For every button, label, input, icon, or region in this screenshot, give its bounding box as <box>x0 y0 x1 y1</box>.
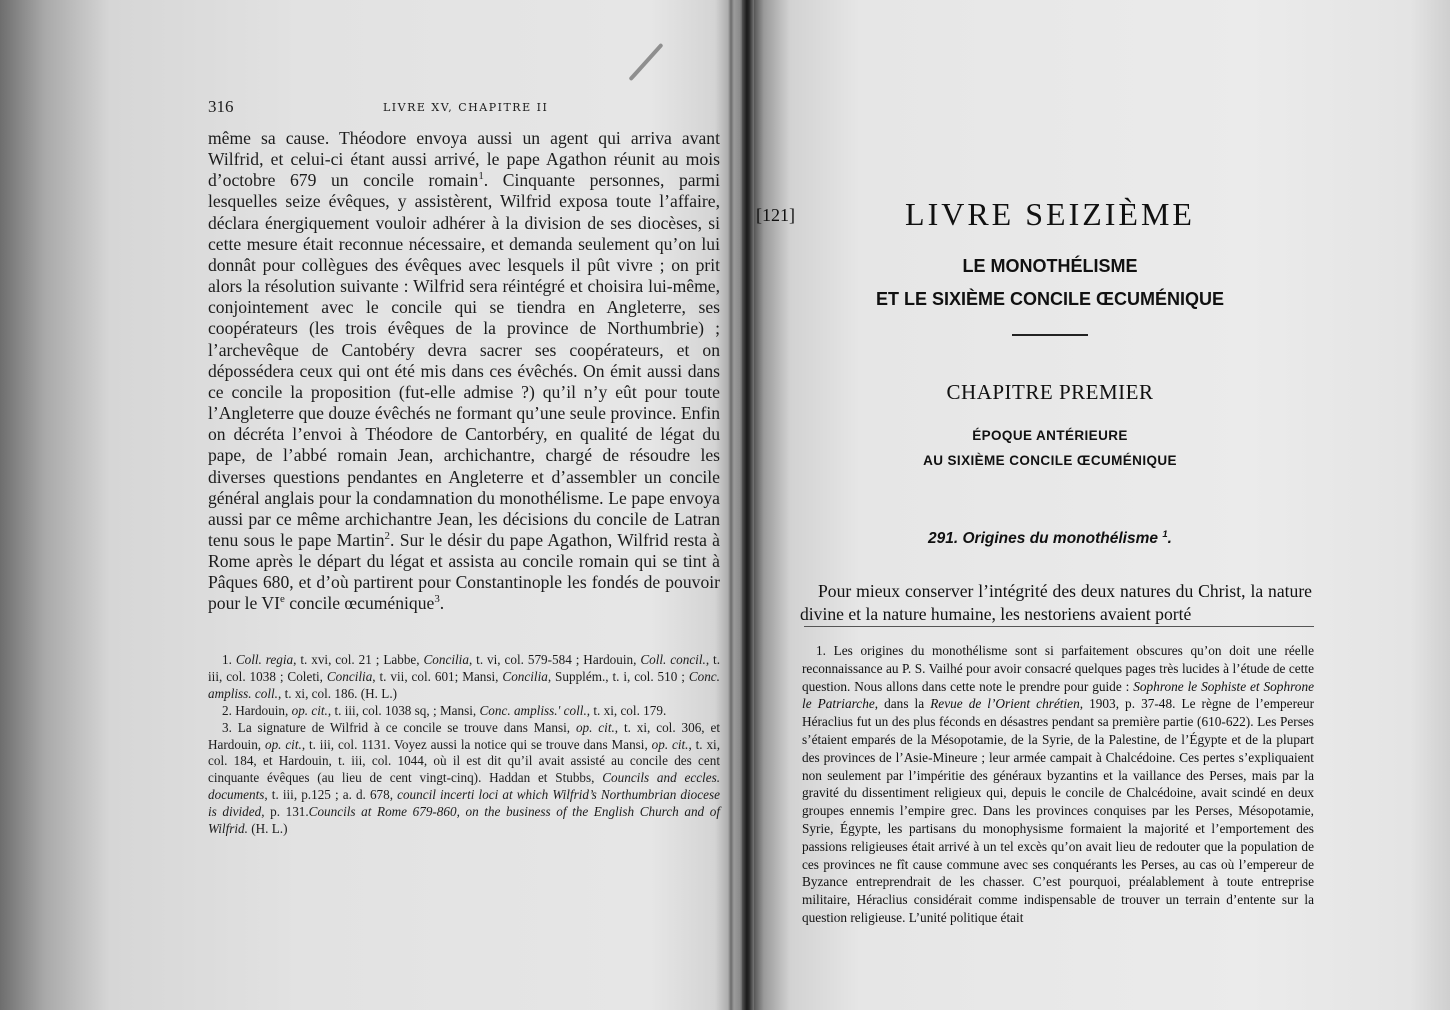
footnote-separator <box>804 626 1314 627</box>
running-head <box>208 97 724 117</box>
body-segment: même sa cause. Théodore envoya aussi un agent qui arriva avant Wilfrid, et celui-ci étant aussi arrivé, le pape Agathon réunit au mois d’octobre 679 un concile romain <box>208 128 720 191</box>
right-body-text: Pour mieux conserver l’intégrité des deux natures du Christ, la nature divine et la nature humaine, les nestoriens avaient porté <box>800 581 1312 624</box>
footnote-ref-1: 1 <box>478 170 484 183</box>
book-gutter <box>742 0 754 1010</box>
body-segment: concile œcuménique <box>284 593 435 614</box>
right-footnote: 1. Les origines du monothélisme sont si parfaitement obscures qu’on doit une réelle reconnaissance au P. S. Vailhé pour avoir consacré quelques pages très lucides à l’étude de cette question. Nous allons dans cette note le prendre pour guide : Sophrone le Sophiste et Sophrone le Patriarche, dans la Revue de l’Orient chrétien, 1903, p. 37-48. Le règne de l’empereur Héraclius fut un des plus féconds en désastres pendant sa première partie (610-622). Les Perses s’étaient emparés de la Mésopotamie, de la Syrie, de la Palestine, de l’Égypte et de la plupart des provinces de l’Asie-Mineure ; leur armée campait à Chalcédoine. Ces pertes s’expliquaient non seulement par l’impéritie des généraux byzantins et la vaillance des Perses, mais par la gravité du dissentiment religieux qui, depuis le concile de Chalcédoine, avait scindé en deux groupes ennemis l’empire grec. Dans les provinces conquises par les Perses, Mésopotamie, Syrie, Égypte, les partisans du monophysisme formaient la majorité et l’emportement des passions religieuses était arrivé à un tel excès qu’on avait lieu de redouter que la population de ces provinces ne fît cause commune avec ses conquérants les Perses, au cas où l’empereur de Byzance entreprendrait de les chasser. C’est pourquoi, préalablement à toute entreprise militaire, Héraclius considérait comme indispensable de trouver un terrain d’entente sur la question religieuse. L’unité politique était <box>802 643 1314 925</box>
footnote-ref-3: 3 <box>434 593 440 606</box>
book-title: LIVRE SEIZIÈME <box>905 196 1195 232</box>
running-title: LIVRE XV, CHAPITRE II <box>383 101 549 114</box>
margin-reference: [121] <box>756 205 795 225</box>
section-footnote-ref: 1 <box>1162 528 1168 540</box>
chapter-subtitle-line-2: AU SIXIÈME CONCILE ŒCUMÉNIQUE <box>923 453 1177 468</box>
body-segment: . Sur le désir du pape Agathon, Wilfrid resta à Rome après le départ du légat et assista au concile romain qui se tint à Pâques 680, et d’où partirent pour Constantinople les fondés de pouvoir pour le VI <box>208 529 720 614</box>
page-crease-shadow <box>728 0 734 1010</box>
footnote-ref-2: 2 <box>384 530 390 543</box>
book-subtitle-line-2: ET LE SIXIÈME CONCILE ŒCUMÉNIQUE <box>875 289 1225 309</box>
body-segment: . <box>439 593 445 614</box>
title-divider <box>1012 334 1088 336</box>
left-footnotes <box>208 652 720 838</box>
left-body-text <box>208 128 720 615</box>
footnote-2: 2. Hardouin, op. cit., t. iii, col. 1038 sq, ; Mansi, Conc. ampliss.' coll., t. xi, col. 179. <box>222 702 667 718</box>
section-number: 291 <box>928 530 954 547</box>
footnote-3: 3. La signature de Wilfrid à ce concile se trouve dans Mansi, op. cit., t. xi, col. 306, et Hardouin, op. cit., t. iii, col. 1131. Voyez aussi la notice qui se trouve dans Mansi, op. cit., t. xi, col. 184, et Hardouin, t. iii, col. 1044, où il est dit qu’il avait assisté au concile des cent cinquante évêques (au lieu de cent vingt-cinq). Haddan et Stubbs, Councils and eccles. documents, t. iii, p.125 ; a. d. 678, council incerti loci at which Wilfrid’s Northumbrian diocese is divided, p. 131.Councils at Rome 679-860, on the business of the English Church and of Wilfrid. (H. L.) <box>208 719 720 837</box>
book-subtitle: LE MONOTHÉLISME <box>962 256 1138 276</box>
section-title: . Origines du monothélisme <box>953 530 1159 547</box>
ordinal-suffix: e <box>280 593 285 606</box>
body-segment: . Cinquante personnes, parmi lesquelles seize évêques, y assistèrent, Wilfrid exposa toute l’affaire, déclara énergiquement vouloir adhérer à la division de ses diocèses, si cette mesure était reconnue nécessaire, et demanda seulement qu’on lui donnât pour collègues des évêques avec lesquels il pût vivre ; on prit alors la résolution suivante : Wilfrid sera réintégré et choisira lui-même, conjointement avec le concile qui se tiendra en Angleterre, ses coopérateurs (les trois évêques de la province de Northumbrie) ; l’archevêque de Cantobéry devra sacrer ses coopérateurs, et on dépossédera ceux qui ont été mis dans ces évêchés. On émit aussi dans ce concile la proposition (fut-elle admise ?) qu’il n’y eût pour toute l’Angleterre que douze évêchés ne formant qu’une seule province. Enfin on décréta l’envoi à Théodore de Cantorbéry, en qualité de légat du pape, de l’abbé romain Jean, archichantre, chargé de résoudre les diverses questions pendantes en Angleterre et d’assembler un concile général anglais pour la condamnation du monothélisme. Le pape envoya aussi par ce même archichantre Jean, les décisions du concile de Latran tenu sous le pape Martin <box>208 170 720 550</box>
chapter-subtitle: ÉPOQUE ANTÉRIEURE <box>972 428 1128 443</box>
chapter-title: CHAPITRE PREMIER <box>946 380 1154 404</box>
footnote-1: 1. Coll. regia, t. xvi, col. 21 ; Labbe, Concilia, t. vi, col. 579-584 ; Hardouin, Coll. concil., t. iii, col. 1038 ; Coleti, Concilia, t. vii, col. 601; Mansi, Concilia, Supplém., t. i, col. 510 ; Conc. ampliss. coll., t. xi, col. 186. (H. L.) <box>208 652 720 701</box>
section-heading: 291. Origines du monothélisme $^1$. <box>928 528 1172 547</box>
page-number: 316 <box>208 97 234 116</box>
